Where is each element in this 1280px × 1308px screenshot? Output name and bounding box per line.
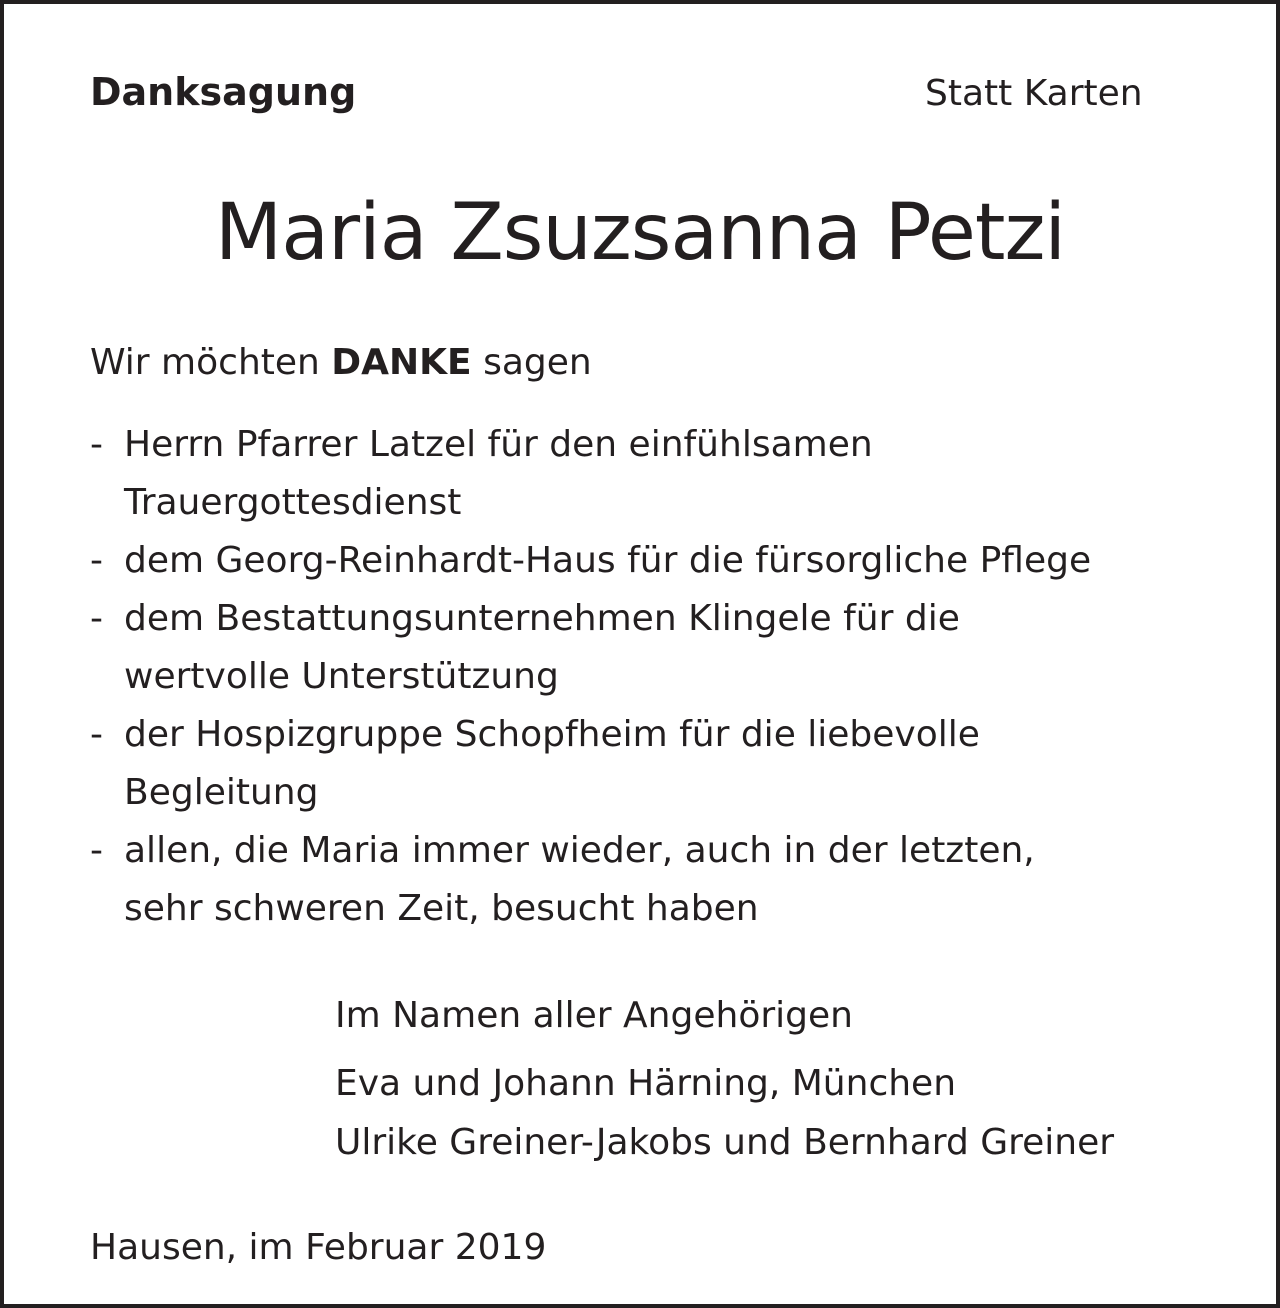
statt-karten-note: Statt Karten bbox=[925, 73, 1143, 114]
thanks-item-line: wertvolle Unterstützung bbox=[124, 656, 559, 697]
thanks-list bbox=[90, 416, 1091, 938]
signer-line: Ulrike Greiner-Jakobs und Bernhard Greiner bbox=[335, 1122, 1115, 1163]
thanks-item-line: Begleitung bbox=[124, 772, 319, 813]
thanks-item-line: der Hospizgruppe Schopfheim für die liebevolle bbox=[124, 714, 980, 755]
place-and-date: Hausen, im Februar 2019 bbox=[90, 1227, 547, 1268]
deceased-name: Maria Zsuzsanna Petzi bbox=[214, 188, 1066, 278]
thanks-item-line: allen, die Maria immer wieder, auch in der letzten, bbox=[124, 830, 1035, 871]
thanks-item bbox=[90, 822, 1091, 938]
thanks-intro bbox=[90, 338, 592, 388]
signer-line: Eva und Johann Härning, München bbox=[335, 1063, 957, 1104]
thanks-item-line: dem Bestattungsunternehmen Klingele für die bbox=[124, 598, 960, 639]
bullet-dash: - bbox=[90, 540, 103, 581]
thanks-item-line: dem Georg-Reinhardt-Haus für die fürsorgliche Pflege bbox=[124, 540, 1092, 581]
notice-heading: Danksagung bbox=[90, 70, 357, 114]
thanks-item-line: Herrn Pfarrer Latzel für den einfühlsamen bbox=[124, 424, 873, 465]
intro-text-after: sagen bbox=[471, 342, 592, 383]
intro-emphasis: DANKE bbox=[331, 342, 472, 383]
thanks-item bbox=[90, 706, 1091, 822]
thanks-item-line: sehr schweren Zeit, besucht haben bbox=[124, 888, 759, 929]
bullet-dash: - bbox=[90, 830, 103, 871]
intro-text-before: Wir möchten bbox=[90, 342, 332, 383]
thanks-item-line: Trauergottesdienst bbox=[124, 482, 462, 523]
bullet-dash: - bbox=[90, 714, 103, 755]
thanks-item bbox=[90, 590, 1091, 706]
thanks-item bbox=[90, 532, 1091, 590]
thanks-item bbox=[90, 416, 1091, 532]
closing-line: Im Namen aller Angehörigen bbox=[335, 995, 853, 1036]
bullet-dash: - bbox=[90, 424, 103, 465]
bullet-dash: - bbox=[90, 598, 103, 639]
